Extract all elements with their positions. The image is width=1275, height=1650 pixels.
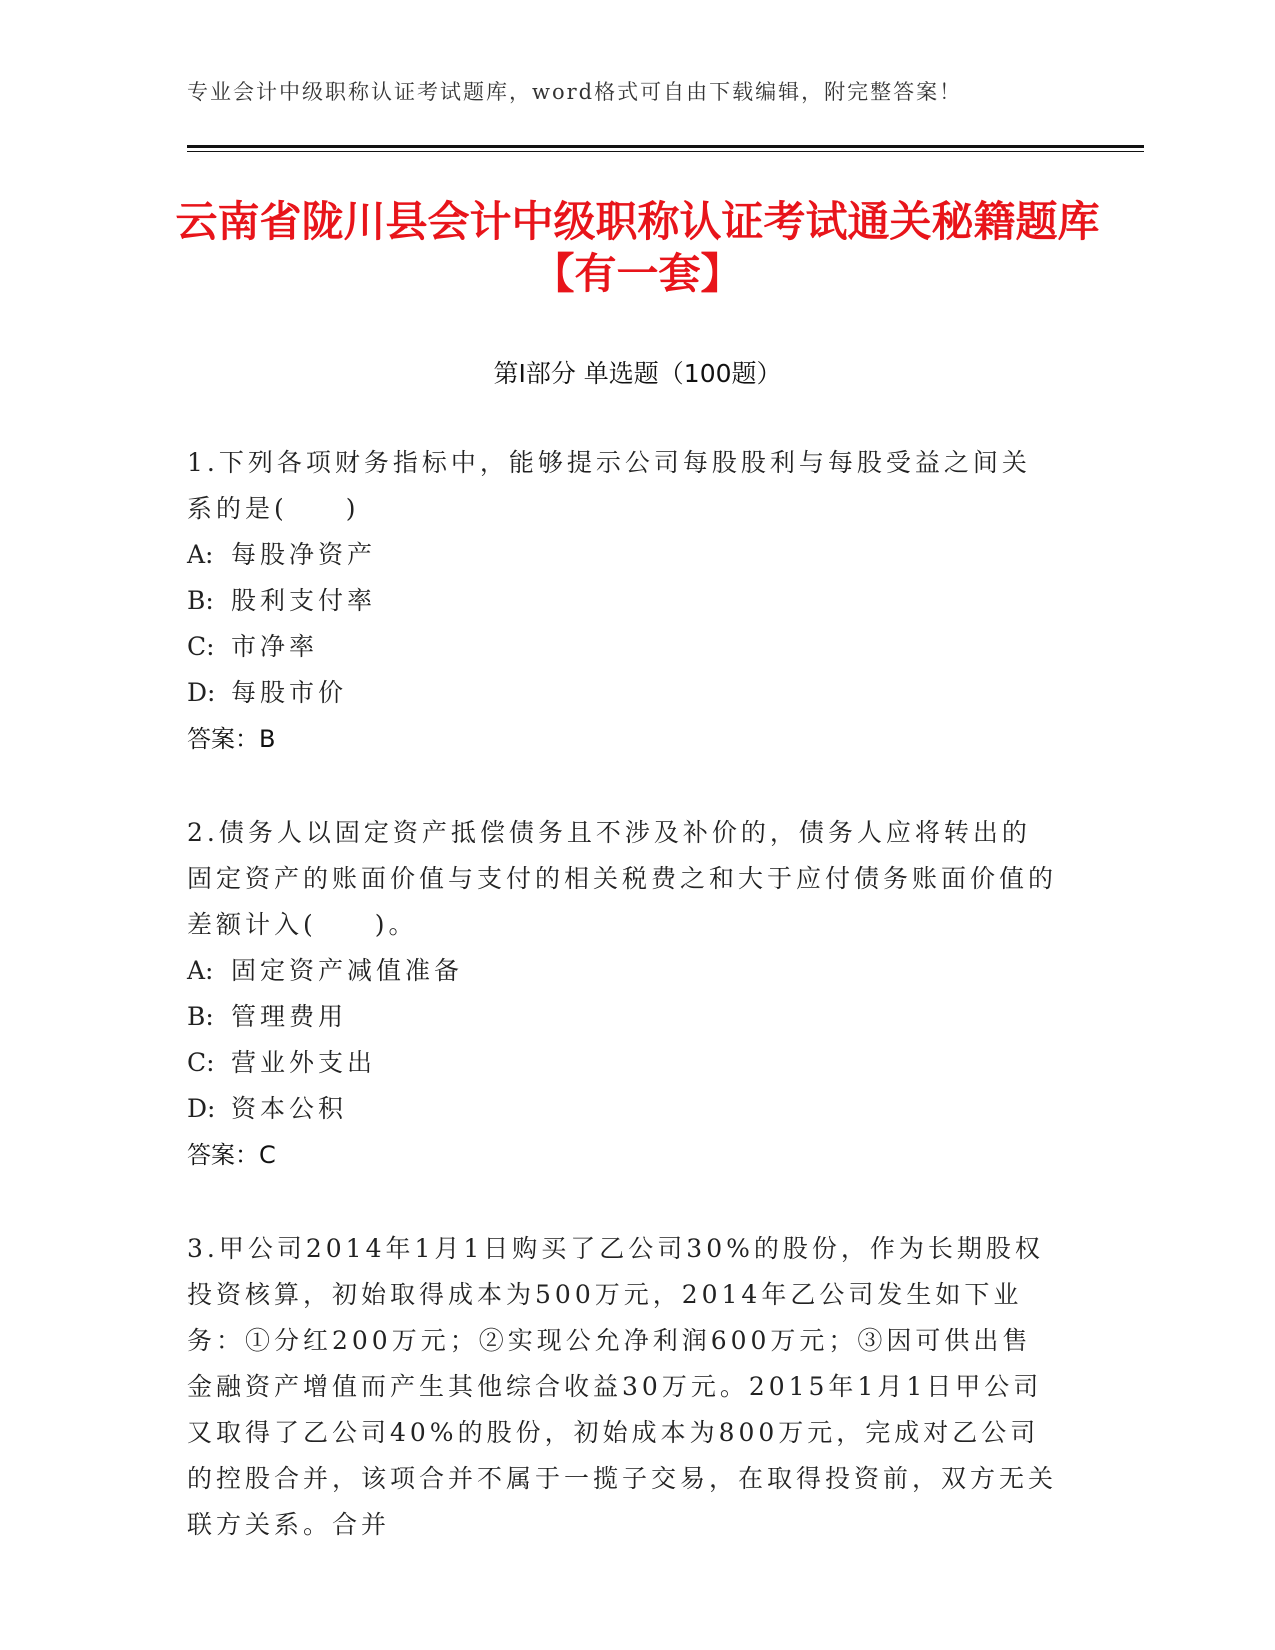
header-divider-thin xyxy=(187,151,1144,152)
option-a xyxy=(187,532,1057,578)
header-note: 专业会计中级职称认证考试题库，word格式可自由下载编辑，附完整答案！ xyxy=(187,80,963,104)
header-divider-thick xyxy=(187,145,1144,148)
option-text: 每股净资产 xyxy=(231,540,377,569)
option-letter: C: xyxy=(187,1048,215,1077)
section-title: 第Ⅰ部分 单选题（100题） xyxy=(493,359,782,388)
option-text: 每股市价 xyxy=(231,678,348,707)
option-text: 营业外支出 xyxy=(231,1048,377,1077)
answer-label: 答案：B xyxy=(187,725,276,753)
answer-label: 答案：C xyxy=(187,1141,276,1169)
option-text: 股利支付率 xyxy=(231,586,377,615)
document-title: 云南省陇川县会计中级职称认证考试通关秘籍题库【有一套】 xyxy=(175,197,1100,298)
option-letter: A: xyxy=(187,956,214,985)
option-text: 资本公积 xyxy=(231,1094,348,1123)
option-text: 市净率 xyxy=(231,632,319,661)
option-letter: D: xyxy=(187,678,216,707)
question-text: 3.甲公司2014年1月1日购买了乙公司30%的股份，作为长期股权投资核算，初始取得成本为500万元，2014年乙公司发生如下业务：①分红200万元；②实现公允净利润600万元；③因可供出售金融资产增值而产生其他综合收益30万元。2015年1月1日甲公司又取得了乙公司40%的股份，初始成本为800万元，完成对乙公司的控股合并，该项合并不属于一揽子交易，在取得投资前，双方无关联方关系。合并 xyxy=(187,1234,1058,1539)
option-text: 固定资产减值准备 xyxy=(231,956,464,985)
question-3 xyxy=(187,1226,1057,1548)
question-1 xyxy=(187,440,1057,762)
option-letter: B: xyxy=(187,586,214,615)
option-c xyxy=(187,1040,1057,1086)
option-c xyxy=(187,624,1057,670)
option-letter: A: xyxy=(187,540,214,569)
option-a xyxy=(187,948,1057,994)
option-b xyxy=(187,994,1057,1040)
option-d xyxy=(187,670,1057,716)
question-text: 1.下列各项财务指标中，能够提示公司每股股利与每股受益之间关系的是( ) xyxy=(187,448,1031,523)
question-text: 2.债务人以固定资产抵偿债务且不涉及补价的，债务人应将转出的固定资产的账面价值与支付的相关税费之和大于应付债务账面价值的差额计入( )。 xyxy=(187,818,1058,939)
option-letter: D: xyxy=(187,1094,216,1123)
option-letter: C: xyxy=(187,632,215,661)
option-letter: B: xyxy=(187,1002,214,1031)
question-list xyxy=(187,440,1057,1596)
question-2 xyxy=(187,810,1057,1178)
option-b xyxy=(187,578,1057,624)
option-d xyxy=(187,1086,1057,1132)
option-text: 管理费用 xyxy=(231,1002,348,1031)
